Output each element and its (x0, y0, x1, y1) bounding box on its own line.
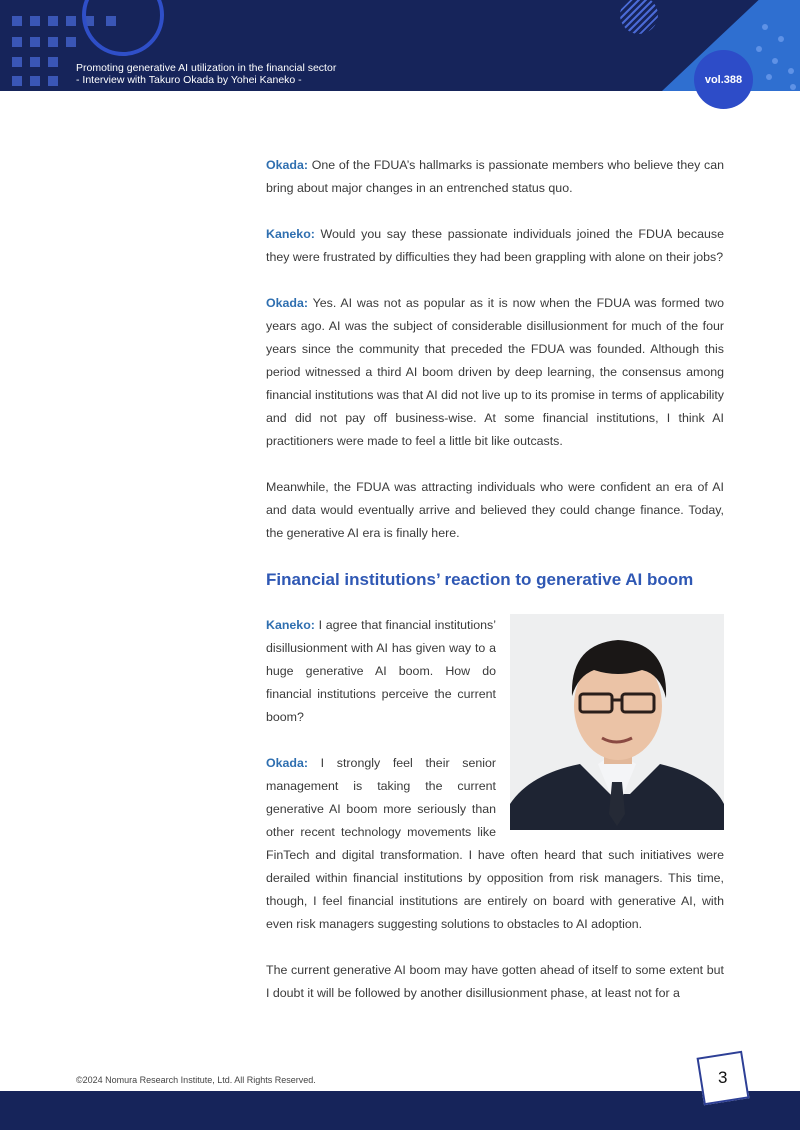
article-body (266, 154, 724, 1028)
page-header (0, 0, 800, 91)
volume-badge: vol.388 (694, 50, 753, 109)
paragraph (266, 223, 724, 269)
paragraph-text: Yes. AI was not as popular as it is now when the FDUA was formed two years ago. AI was the subject of considerable disillusionment for much of the four years since the community that preceded the FDUA was founded. Although this period witnessed a third AI boom driven by deep learning, the consensus among financial institutions was that AI did not live up to its promise in terms of applicability and did not pay off business-wise. At some financial institutions, I think AI practitioners were made to feel a little bit like outcasts. (266, 296, 724, 448)
paragraph (266, 292, 724, 453)
decorative-striped-circle (620, 0, 658, 34)
paragraph-text: I agree that financial institutions’ disillusionment with AI has given way to a huge generative AI boom. How do financial institutions perceive the current boom? (266, 618, 496, 724)
paragraph-text: The current generative AI boom may have gotten ahead of itself to some extent but I doubt it will be followed by another disillusionment phase, at least not for a (266, 963, 724, 1000)
header-title (76, 62, 336, 86)
portrait-illustration (510, 614, 724, 830)
speaker-label: Okada: (266, 296, 309, 310)
copyright-notice: ©2024 Nomura Research Institute, Ltd. All Rights Reserved. (76, 1075, 316, 1085)
speaker-label: Okada: (266, 756, 309, 770)
page-number-text: 3 (718, 1068, 728, 1087)
speaker-label: Kaneko: (266, 227, 315, 241)
paragraph (266, 476, 724, 545)
paragraph-text: I strongly feel their senior management is taking the current generative AI boom more seriously than other recent technology movements like FinTech and digital transformation. I have often heard that such initiatives were derailed within financial institutions by opposition from risk managers. This time, though, I feel financial institutions are entirely on board with generative AI, with even risk managers suggesting solutions to obstacles to AI adoption. (266, 756, 724, 931)
interviewee-portrait (510, 614, 724, 830)
speaker-label: Kaneko: (266, 618, 315, 632)
paragraph-text: Meanwhile, the FDUA was attracting individuals who were confident an era of AI and data would eventually arrive and believed they could change finance. Today, the generative AI era is finally here. (266, 480, 724, 540)
paragraph (266, 959, 724, 1005)
paragraph-text: Would you say these passionate individuals joined the FDUA because they were frustrated by difficulties they had been grappling with alone on their jobs? (266, 227, 724, 264)
section-heading: Financial institutions’ reaction to generative AI boom (266, 570, 694, 589)
speaker-label: Okada: (266, 158, 309, 172)
footer-bar (0, 1091, 800, 1130)
header-title-line1: Promoting generative AI utilization in the financial sector (76, 62, 337, 74)
header-title-line2: - Interview with Takuro Okada by Yohei Kaneko - (76, 74, 302, 86)
paragraph-text: One of the FDUA’s hallmarks is passionate members who believe they can bring about major changes in an entrenched status quo. (266, 158, 724, 195)
paragraph (266, 154, 724, 200)
page-number (697, 1051, 750, 1106)
decorative-ring (82, 0, 164, 56)
